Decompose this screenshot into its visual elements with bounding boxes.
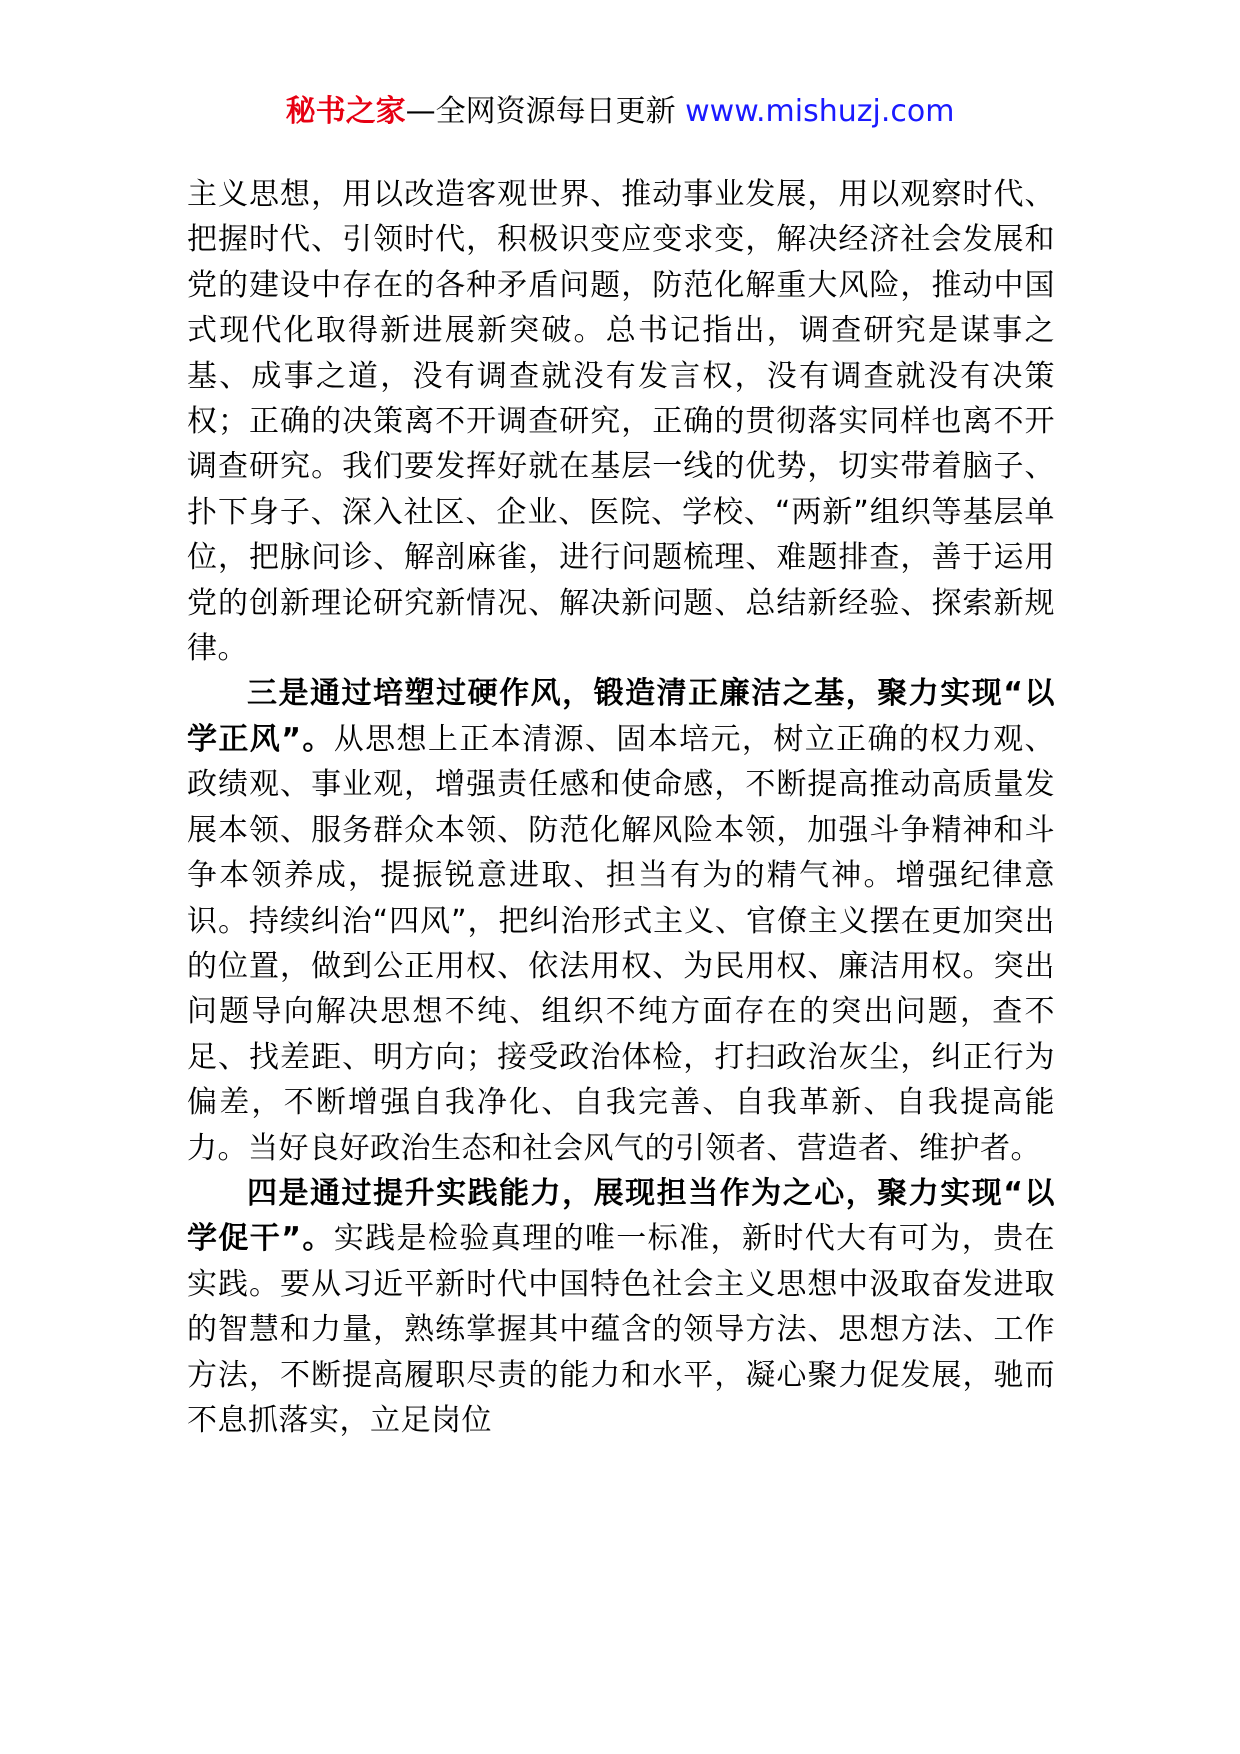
paragraph-heading: 四是通过提升实践能力，展现担当作为之心，聚力实现“以学促干”。 — [187, 1175, 1055, 1257]
page-header — [0, 92, 1240, 132]
website-link[interactable]: www.mishuzj.com — [685, 94, 955, 129]
paragraph-heading: 三是通过培塑过硬作风，锻造清正廉洁之基，聚力实现“以学正风”。 — [187, 676, 1055, 757]
header-tagline: —全网资源每日更新 — [405, 94, 686, 129]
document-body — [187, 172, 1055, 1443]
paragraph-text: 实践是检验真理的唯一标准，新时代大有可为，贵在实践。要从习近平新时代中国特色社会主义思想中汲取奋发进取的智慧和力量，熟练掌握其中蕴含的领导方法、思想方法、工作方法，不断提高履职尽责的能力和水平，凝心聚力促发展，驰而不息抓落实，立足岗位 — [187, 1221, 1056, 1438]
brand-name: 秘书之家 — [285, 94, 406, 129]
paragraph-text: 从思想上正本清源、固本培元，树立正确的权力观、政绩观、事业观，增强责任感和使命感，不断提高推动高质量发展本领、服务群众本领、防范化解风险本领，加强斗争精神和斗争本领养成，提振锐意进取、担当有为的精气神。增强纪律意识。持续纠治“四风”，把纠治形式主义、官僚主义摆在更加突出的位置，做到公正用权、依法用权、为民用权、廉洁用权。突出问题导向解决思想不纯、组织不纯方面存在的突出问题，查不足、找差距、明方向；接受政治体检，打扫政治灰尘，纠正行为偏差，不断增强自我净化、自我完善、自我革新、自我提高能力。当好良好政治生态和社会风气的引领者、营造者、维护者。 — [187, 721, 1056, 1166]
paragraph-text: 主义思想，用以改造客观世界、推动事业发展，用以观察时代、把握时代、引领时代，积极识变应变求变，解决经济社会发展和党的建设中存在的各种矛盾问题，防范化解重大风险，推动中国式现代化取得新进展新突破。总书记指出，调查研究是谋事之基、成事之道，没有调查就没有发言权，没有调查就没有决策权；正确的决策离不开调查研究，正确的贯彻落实同样也离不开调查研究。我们要发挥好就在基层一线的优势，切实带着脑子、扑下身子、深入社区、企业、医院、学校、“两新”组织等基层单位，把脉问诊、解剖麻雀，进行问题梳理、难题排查，善于运用党的创新理论研究新情况、解决新问题、总结新经验、探索新规律。 — [187, 177, 1055, 667]
paragraph-three — [187, 671, 1055, 1170]
paragraph-four — [187, 1171, 1055, 1443]
paragraph-continuation — [187, 172, 1055, 671]
